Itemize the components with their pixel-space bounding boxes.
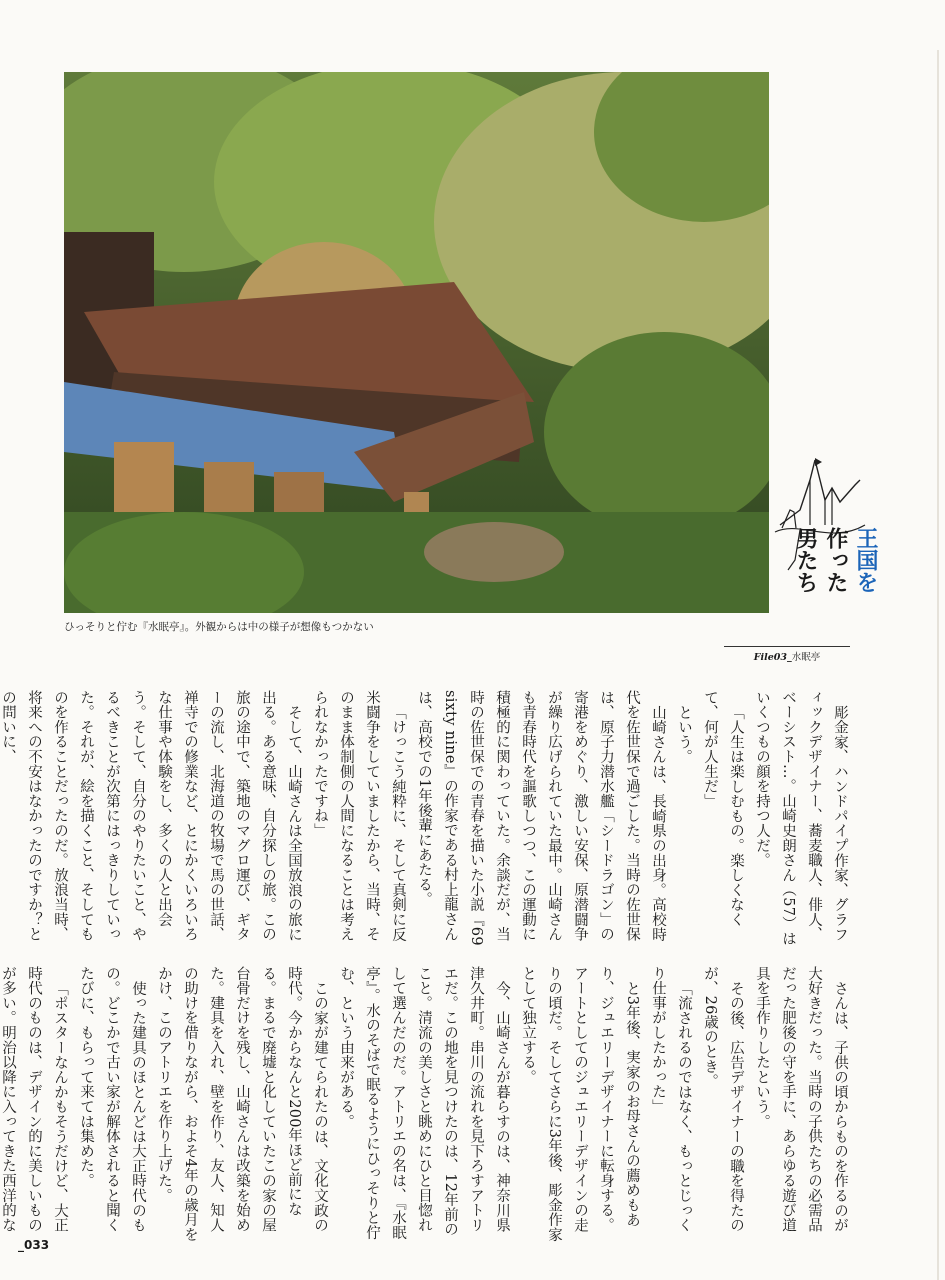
title-line3: 男たち bbox=[793, 527, 818, 593]
paragraph: という。 bbox=[676, 704, 692, 764]
paragraph: 「流されるのではなく、もっとじっくり仕事がしたかった」 bbox=[650, 966, 692, 1233]
paragraph: 今、山崎さんが暮らすのは、神奈川県津久井町。串川の流れを見下ろすアトリエだ。この地を見つけたのは、12年前のこと。清流の美しさと眺めにひと目惚れして選んだのだ。アトリエの名は、『水眠亭』。水のそばで眠るようにひっそりと佇む、という由来がある。 bbox=[338, 966, 510, 1240]
paragraph: その後、広告デザイナーの職を得たのが、26歳のとき。 bbox=[702, 966, 744, 1233]
article-body-upper bbox=[0, 690, 853, 954]
title-kanji-accent: 王 bbox=[853, 527, 878, 549]
title-line2: 作った bbox=[823, 527, 848, 593]
paragraph: そして、山崎さんは全国放浪の旅に出る。ある意味、自分探しの旅。この旅の途中で、築地のマグロ運び、ギターの流し、北海道の牧場で馬の世話、禅寺での修業など、とにかくいろいろな仕事や体験をし、多くの人と出会う。そして、自分のやりたいこと、やるべきことが次第にはっきりしていった。それが、絵を描くこと、そしてものを作ることだったのだ。放浪当時、将来への不安はなかったのですか？との問いに、 bbox=[0, 690, 302, 942]
article-title bbox=[793, 527, 877, 637]
house-photo bbox=[64, 72, 769, 613]
paragraph: 山崎さんは、長崎県の出身。高校時代を佐世保で過ごした。当時の佐世保は、原子力潜水艦「シードラゴン」の寄港をめぐり、激しい安保、原潜闘争が繰り広げられていた最中。山崎さんも青春時代を謳歌しつつ、この運動に積極的に関わっていた。余談だが、当時の佐世保での青春を描いた小説『69 sixty nine』の作家である村上龍さんは、高校での1年後輩にあたる。 bbox=[416, 690, 666, 946]
photo-caption: ひっそりと佇む『水眠亭』。外観からは中の様子が想像もつかない bbox=[64, 621, 374, 633]
scan-edge bbox=[937, 50, 939, 1280]
paragraph: 彫金家、ハンドパイプ作家、グラフィックデザイナー、蕎麦職人、俳人、ベーシスト…。山崎史朗さん（57）はいくつもの顔を持つ人だ。 bbox=[754, 690, 848, 946]
paragraph: 「けっこう純粋に、そして真剣に反米闘争をしていましたから、当時、そのまま体制側の人間になることは考えられなかったですね」 bbox=[312, 690, 406, 942]
paragraph: と3年後、実家のお母さんの薦めもあり、ジュエリーデザイナーに転身する。アートとしてのジュエリーデザインの走りの頃だ。そしてさらに3年後、彫金作家として独立する。 bbox=[520, 966, 640, 1242]
article-body-lower bbox=[0, 966, 853, 1244]
title-line1-rest: 国を bbox=[853, 549, 878, 593]
paragraph: さんは、子供の頃からものを作るのが大好きだった。当時の子供たちの必需品だった肥後の守を手に、あらゆる遊び道具を手作りしたという。 bbox=[754, 966, 848, 1233]
paragraph: 「人生は楽しむもの。楽しくなくて、何が人生だ」 bbox=[702, 690, 744, 927]
paragraph: 使った建具のほとんどは大正時代のもの。どこかで古い家が解体されると聞くたびに、もらって来ては集めた。 bbox=[78, 966, 146, 1233]
paragraph: 「ポスターなんかもそうだけど、大正時代のものは、デザイン的に美しいものが多い。明治以降に入ってきた西洋的な bbox=[0, 966, 68, 1233]
file-name: 水眠亭 bbox=[791, 652, 821, 663]
page-number: _033 bbox=[18, 1238, 50, 1252]
paragraph: この家が建てられたのは、文化文政の時代。今からなんと200年ほど前になる。まるで廃墟と化していたこの家の屋台骨だけを残し、山崎さんは改築を始めた。建具を入れ、壁を作り、友人、知人の助けを借りながら、およそ4年の歳月をかけ、このアトリエを作り上げた。 bbox=[156, 966, 328, 1242]
file-code: File03_ bbox=[753, 652, 792, 663]
file-label bbox=[724, 646, 850, 663]
photo-illustration bbox=[64, 72, 769, 613]
